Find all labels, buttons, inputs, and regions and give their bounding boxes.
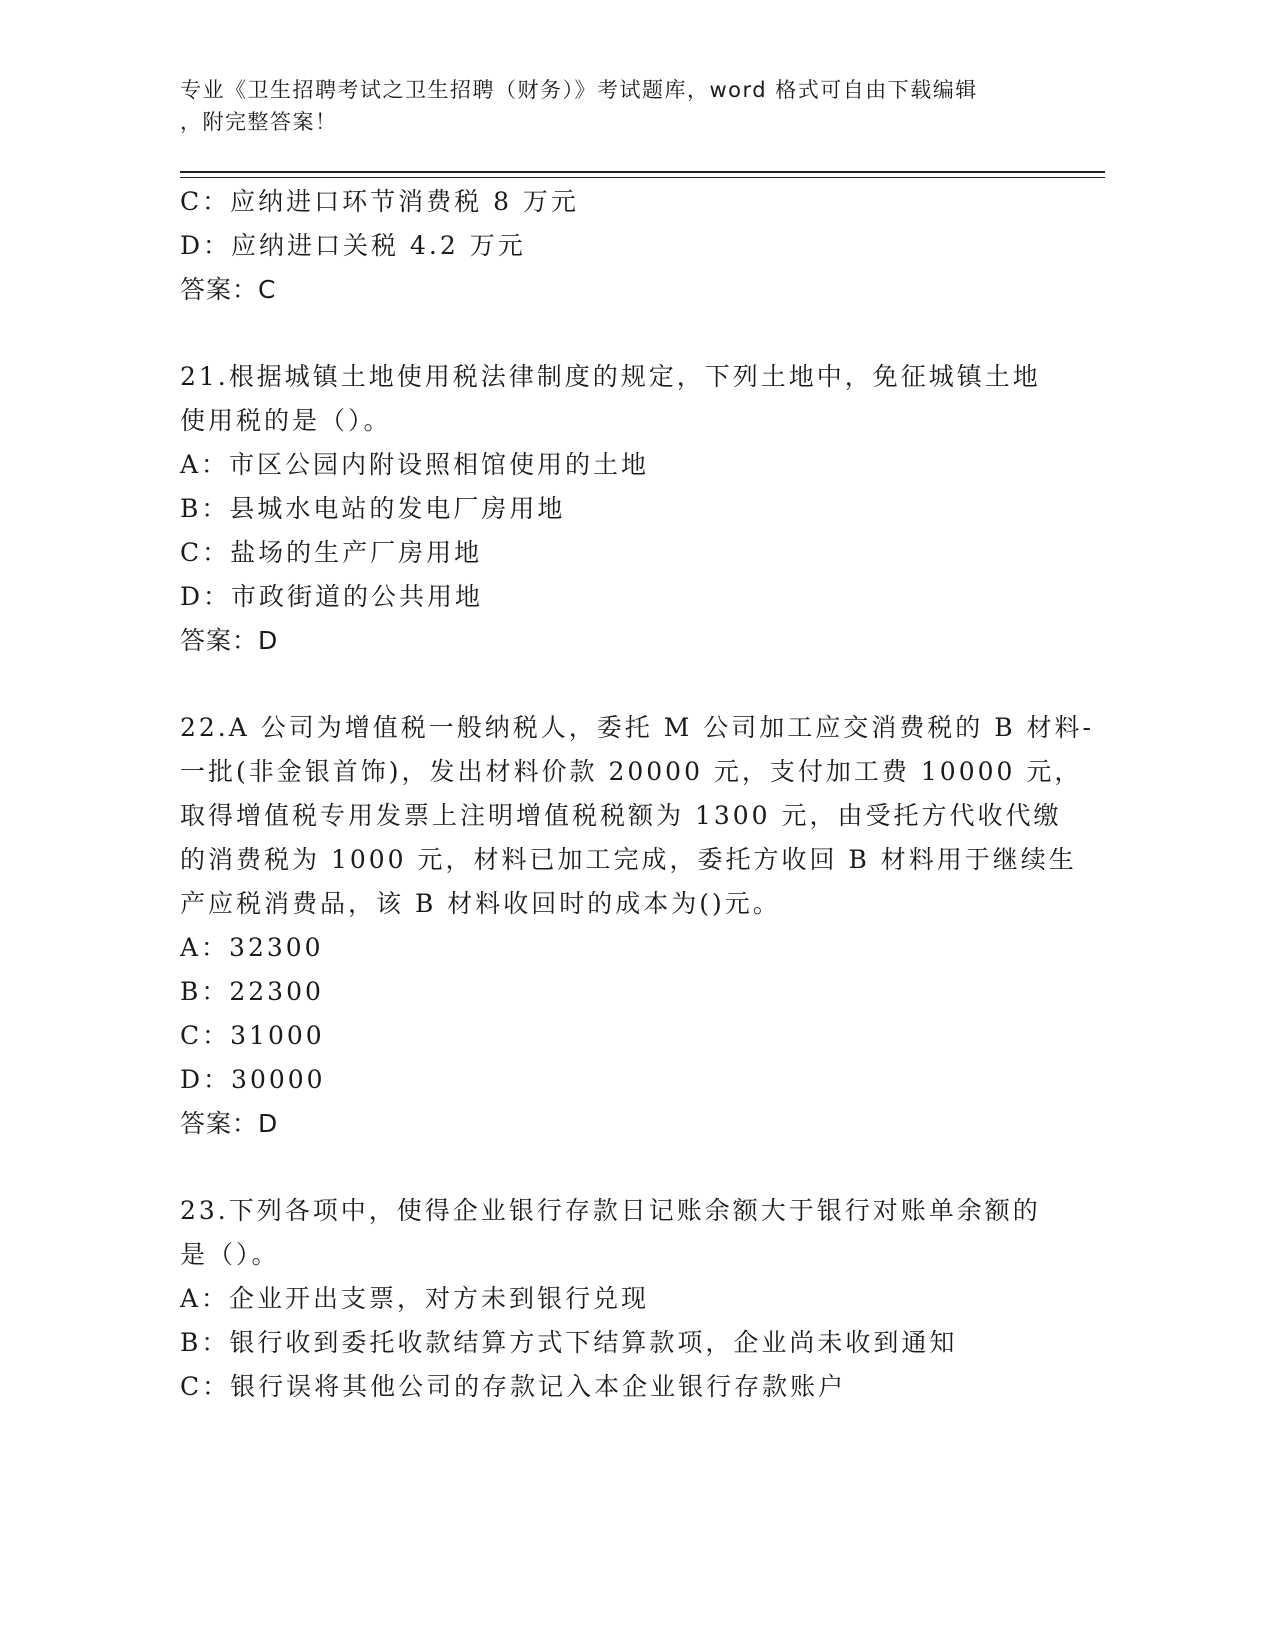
header-rule-thick (180, 171, 1105, 173)
question-21 (180, 355, 1080, 663)
q21-option-c: C：盐场的生产厂房用地 (180, 538, 483, 567)
q23-stem-line-2: 是（）。 (180, 1240, 280, 1269)
q21-option-d: D：市政街道的公共用地 (180, 582, 484, 611)
q23-option-c: C：银行误将其他公司的存款记入本企业银行存款账户 (180, 1372, 847, 1401)
q20-option-d: D：应纳进口关税 4.2 万元 (180, 231, 526, 260)
question-gap (180, 1146, 1080, 1189)
question-list (180, 180, 1094, 1409)
q22-stem-line-1: 22.A 公司为增值税一般纳税人，委托 M 公司加工应交消费税的 B 材料- (180, 713, 1094, 742)
q23-stem-line-1: 23.下列各项中，使得企业银行存款日记账余额大于银行对账单余额的 (180, 1196, 1041, 1225)
question-20-tail (180, 180, 1080, 312)
q22-option-d: D：30000 (180, 1065, 326, 1094)
q23-option-b: B：银行收到委托收款结算方式下结算款项，企业尚未收到通知 (180, 1328, 958, 1357)
header-line-2: ，附完整答案！ (180, 110, 338, 134)
question-22 (180, 706, 1094, 1146)
document-header (180, 74, 1040, 138)
header-line-1: 专业《卫生招聘考试之卫生招聘（财务）》考试题库，word 格式可自由下载编辑 (180, 78, 978, 102)
q21-answer: 答案：D (180, 626, 279, 655)
q21-stem-line-2: 使用税的是（）。 (180, 406, 392, 435)
q20-option-c: C：应纳进口环节消费税 8 万元 (180, 187, 579, 216)
q22-option-c: C：31000 (180, 1021, 325, 1050)
q22-option-b: B：22300 (180, 977, 324, 1006)
question-gap (180, 663, 1080, 706)
question-gap (180, 312, 1080, 355)
q21-option-a: A：市区公园内附设照相馆使用的土地 (180, 450, 650, 479)
q22-option-a: A：32300 (180, 933, 324, 962)
q20-answer: 答案：C (180, 275, 277, 304)
q22-stem-line-5: 产应税消费品，该 B 材料收回时的成本为()元。 (180, 889, 781, 918)
header-rule-thin (180, 177, 1105, 178)
q21-stem-line-1: 21.根据城镇土地使用税法律制度的规定，下列土地中，免征城镇土地 (180, 362, 1041, 391)
q22-stem-line-3: 取得增值税专用发票上注明增值税税额为 1300 元，由受托方代收代缴 (180, 801, 1062, 830)
q21-option-b: B：县城水电站的发电厂房用地 (180, 494, 566, 523)
q22-stem-line-4: 的消费税为 1000 元，材料已加工完成，委托方收回 B 材料用于继续生 (180, 845, 1077, 874)
q23-option-a: A：企业开出支票，对方未到银行兑现 (180, 1284, 650, 1313)
q22-stem-line-2: 一批(非金银首饰)，发出材料价款 20000 元，支付加工费 10000 元， (180, 757, 1083, 786)
question-23 (180, 1189, 1080, 1409)
q22-answer: 答案：D (180, 1109, 279, 1138)
